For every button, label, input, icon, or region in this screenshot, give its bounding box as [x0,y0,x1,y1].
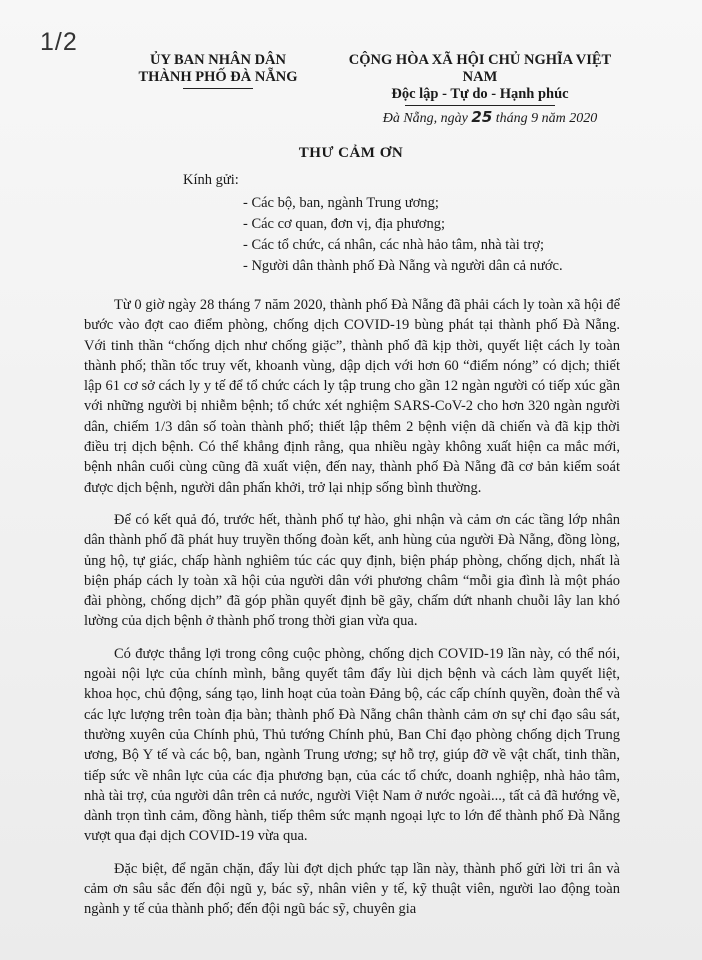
issuing-organization [118,52,318,89]
page-number: 1/2 [40,28,78,56]
nation-line-2: Độc lập - Tự do - Hạnh phúc [391,86,569,102]
recipient-item: - Các cơ quan, đơn vị, địa phương; [243,216,446,232]
org-line-1: ỦY BAN NHÂN DÂN [149,52,286,68]
recipient-item: - Người dân thành phố Đà Nẵng và người dân cả nước. [243,258,563,274]
recipient-item: - Các bộ, ban, ngành Trung ương; [243,195,439,211]
date-suffix: tháng 9 năm 2020 [495,111,598,126]
recipient-item: - Các tổ chức, cá nhân, các nhà hảo tâm, nhà tài trợ; [243,237,544,253]
paragraph: Có được thắng lợi trong công cuộc phòng, chống dịch COVID-19 lần này, có thể nói, ngoài nội lực của chính mình, bằng quyết tâm đẩy lùi dịch bệnh và cách làm quyết liệt, khoa học, chủ động, sáng tạo, linh hoạt của toàn Đảng bộ, các cấp chính quyền, đoàn thể và các lực lượng trên toàn địa bàn; thành phố Đà Nẵng chân thành cảm ơn sự chỉ đạo sâu sát, thường xuyên của Chính phủ, Thủ tướng Chính phủ, Ban Chỉ đạo phòng chống dịch Trung ương, Bộ Y tế và các bộ, ban, ngành Trung ương; sự hỗ trợ, giúp đỡ về vật chất, tinh thần, tiếp sức về nhân lực của các địa phương bạn, của các tổ chức, doanh nghiệp, nhà hảo tâm, nhà tài trợ, của người dân trên cả nước, người Việt Nam ở nước ngoài..., tất cả đã hướng về, dành trọn tình cảm, đồng hành, tiếp thêm sức mạnh ngoại lực to lớn để thành phố Đà Nẵng vượt qua đại dịch COVID-19 vừa qua. [84,645,620,845]
paragraph: Đặc biệt, để ngăn chặn, đẩy lùi đợt dịch phức tạp lần này, thành phố gửi lời tri ân và cảm ơn sâu sắc đến đội ngũ y, bác sỹ, nhân viên y tế, kỹ thuật viên, người lao động toàn ngành y tế của thành phố; đến đội ngũ bác sỹ, chuyên gia [84,860,620,918]
paragraph: Từ 0 giờ ngày 28 tháng 7 năm 2020, thành phố Đà Nẵng đã phải cách ly toàn xã hội để bước vào đợt cao điểm phòng, chống dịch COVID-19 bùng phát tại thành phố Đà Nẵng. Với tinh thần “chống dịch như chống giặc”, thành phố đã kịp thời, quyết liệt cách ly toàn thành phố; thần tốc truy vết, khoanh vùng, dập dịch với hơn 60 “điểm nóng” có dịch; thiết lập 61 cơ sở cách ly y tế để tổ chức cách ly tập trung cho gần 12 ngàn người có tiếp xúc gần với những người bị nhiễm bệnh; tổ chức xét nghiệm SARS-CoV-2 cho hơn 320 ngàn người dân, chiếm 1/3 dân số toàn thành phố; thiết lập thêm 2 bệnh viện dã chiến và đã kịp thời điều trị dịch bệnh. Có thể khẳng định rằng, qua nhiều ngày không xuất hiện ca mắc mới, bệnh nhân cuối cùng cũng đã xuất viện, đến nay, thành phố Đà Nẵng đã cơ bản kiểm soát được dịch bệnh, người dân phấn khởi, trở lại nhịp sống bình thường. [84,297,620,496]
org-line-2: THÀNH PHỐ ĐÀ NẴNG [138,69,298,85]
recipient-list [243,193,563,277]
nation-line-1: CỘNG HÒA XÃ HỘI CHỦ NGHĨA VIỆT NAM [348,52,612,85]
org-underline [183,88,253,89]
letter-body [84,295,620,932]
motto-underline [405,105,555,106]
date-prefix: Đà Nẵng, ngày [382,111,468,126]
national-motto [330,52,630,106]
paragraph: Để có kết quả đó, trước hết, thành phố tự hào, ghi nhận và cảm ơn các tầng lớp nhân dân thành phố đã phát huy truyền thống đoàn kết, anh hùng của người Đà Nẵng, đồng lòng, ủng hộ, tự giác, chấp hành nghiêm túc các quy định, biện pháp phòng, chống dịch, nhất là biện pháp cách ly toàn xã hội của người dân với phương châm “mỗi gia đình là một pháo đài phòng, chống dịch” đã góp phần quyết định bẽ gãy, chấm dứt nhanh chuỗi lây lan khó lường của dịch bệnh ở thành phố trong thời gian vừa qua. [84,511,620,630]
date-day-handwritten: 25 [471,108,493,126]
place-date [360,108,620,127]
greeting: Kính gửi: [183,172,239,188]
document-title: THƯ CẢM ƠN [298,145,404,161]
